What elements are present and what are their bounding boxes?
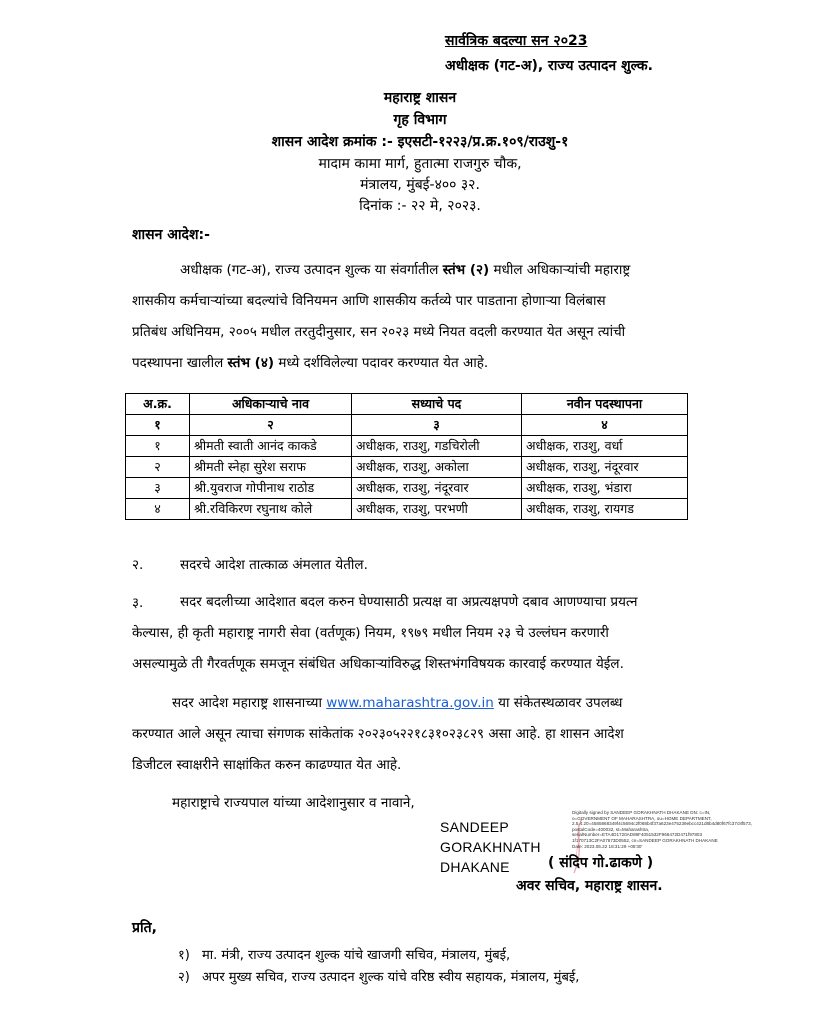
intro-text: मधील अधिकाऱ्यांची महाराष्ट्र bbox=[489, 262, 631, 278]
signatory-name-line-1: SANDEEP bbox=[440, 819, 510, 835]
intro-line-1 bbox=[132, 255, 717, 286]
cell-current-post: अधीक्षक, राउशु, नंदूरवार bbox=[352, 478, 522, 499]
point-3-line-3: असल्यामुळे ती गैरवर्तणूक समजून संबंधित अधिकाऱ्यांविरुद्ध शिस्तभंगविषयक कारवाई करण्यात येईल. bbox=[132, 656, 624, 672]
order-number: शासन आदेश क्रमांक :- इएसटी-१२२३/प्र.क्र.१०९/राउशु-१ bbox=[271, 134, 569, 150]
cell-officer-name: श्री.रविकिरण रघुनाथ कोले bbox=[190, 499, 352, 520]
recipients-heading: प्रति, bbox=[132, 920, 157, 936]
header-new-posting: नवीन पदस्थापना bbox=[522, 394, 688, 415]
intro-text: अधीक्षक (गट-अ), राज्य उत्पादन शुल्क या संवर्गातील bbox=[180, 262, 443, 278]
point-3-line-2: केल्यास, ही कृती महाराष्ट्र नागरी सेवा (वर्तणूक) नियम, १९७९ मधील नियम २३ चे उल्लंघन करणारी bbox=[132, 625, 609, 641]
header-serial: अ.क्र. bbox=[126, 394, 190, 415]
cell-serial: २ bbox=[126, 457, 190, 478]
intro-line-4 bbox=[132, 348, 717, 379]
recipient-item: अपर मुख्य सचिव, राज्य उत्पादन शुल्क यांचे वरिष्ठ स्वीय सहायक, मंत्रालय, मुंबई, bbox=[202, 970, 580, 985]
website-link[interactable]: www.maharashtra.gov.in bbox=[326, 695, 494, 711]
cell-new-posting: अधीक्षक, राउशु, वर्धा bbox=[522, 436, 688, 457]
cell-serial: ४ bbox=[126, 499, 190, 520]
column-number: २ bbox=[190, 415, 352, 436]
column-4-ref: स्तंभ (४) bbox=[227, 355, 275, 371]
intro-text: मध्ये दर्शविलेल्या पदावर करण्यात येत आहे. bbox=[274, 355, 489, 371]
website-text: सदर आदेश महाराष्ट्र शासनाच्या bbox=[172, 695, 327, 711]
table-column-number-row bbox=[126, 415, 688, 436]
website-line-1 bbox=[132, 688, 722, 719]
column-2-ref: स्तंभ (२) bbox=[442, 262, 490, 278]
government-name: महाराष्ट्र शासन bbox=[383, 90, 457, 106]
cell-current-post: अधीक्षक, राउशु, गडचिरोली bbox=[352, 436, 522, 457]
subject-line-2: अधीक्षक (गट-अ), राज्य उत्पादन शुल्क. bbox=[445, 58, 653, 74]
cell-officer-name: श्री.युवराज गोपीनाथ राठोड bbox=[190, 478, 352, 499]
digital-signature-stamp: Digitally signed by SANDEEP GORAKHNATH DHAKANE DN: c=IN, o=GOVERNMENT OF MAHARASHTRA, ou=HOME DEPARTMENT, 2.5.4.20=4585868349f4c5694c2f068b4f37a623e475239ebcc421d8b4d80f67fc37c8f573, postalCode=400032, st=Maharashtra, serialNumber=ETA4D1720AD86F4051532F966472D471f97803 1f170713C2FA07673D0552, cn=SANDEEP GORAKHNATH DHAKANE Date: 2023.05.22 18:31:29 +05'30' bbox=[572, 810, 752, 849]
website-paragraph bbox=[132, 688, 722, 781]
governor-line: महाराष्ट्राचे राज्यपाल यांच्या आदेशानुसार व नावाने, bbox=[172, 795, 415, 811]
table-row bbox=[126, 457, 688, 478]
cell-new-posting: अधीक्षक, राउशु, रायगड bbox=[522, 499, 688, 520]
cell-officer-name: श्रीमती स्नेहा सुरेश सराफ bbox=[190, 457, 352, 478]
point-2-number: २. bbox=[132, 557, 144, 573]
department-name: गृह विभाग bbox=[393, 112, 447, 128]
address-line-2: मंत्रालय, मुंबई-४०० ३२. bbox=[360, 177, 480, 193]
intro-line-2: शासकीय कर्मचाऱ्यांच्या बदल्यांचे विनियमन आणि शासकीय कर्तव्ये पार पाडताना होणाऱ्या विलंबास bbox=[132, 293, 606, 309]
table-row bbox=[126, 478, 688, 499]
signatory-marathi-name: ( संदिप गो.ढाकणे ) bbox=[548, 855, 654, 871]
point-2-text: सदरचे आदेश तात्काळ अंमलात येतील. bbox=[180, 557, 368, 573]
cell-new-posting: अधीक्षक, राउशु, नंदूरवार bbox=[522, 457, 688, 478]
header-current-post: सध्याचे पद bbox=[352, 394, 522, 415]
recipient-number: २) bbox=[178, 970, 190, 985]
intro-text: पदस्थापना खालील bbox=[132, 355, 228, 371]
signatory-designation: अवर सचिव, महाराष्ट्र शासन. bbox=[516, 878, 663, 894]
column-number: १ bbox=[126, 415, 190, 436]
cell-serial: ३ bbox=[126, 478, 190, 499]
point-3-paragraph bbox=[132, 587, 717, 680]
signatory-name-line-2: GORAKHNATH bbox=[440, 839, 541, 855]
transfer-table bbox=[125, 393, 688, 520]
point-3-number: ३. bbox=[132, 595, 144, 611]
cell-officer-name: श्रीमती स्वाती आनंद काकडे bbox=[190, 436, 352, 457]
cell-serial: १ bbox=[126, 436, 190, 457]
cell-current-post: अधीक्षक, राउशु, परभणी bbox=[352, 499, 522, 520]
table-row bbox=[126, 436, 688, 457]
column-number: ३ bbox=[352, 415, 522, 436]
column-number: ४ bbox=[522, 415, 688, 436]
header-officer-name: अधिकाऱ्याचे नाव bbox=[190, 394, 352, 415]
intro-paragraph bbox=[132, 255, 717, 379]
address-line-1: मादाम कामा मार्ग, हुतात्मा राजगुरु चौक, bbox=[318, 156, 522, 172]
signatory-name-line-3: DHAKANE bbox=[440, 859, 510, 875]
recipient-number: १) bbox=[178, 948, 190, 963]
table-header-row bbox=[126, 394, 688, 415]
website-line-2: करण्यात आले असून त्याचा संगणक सांकेतांक २०२३०५२२१८३१०२३८२९ असा आहे. हा शासन आदेश bbox=[132, 726, 624, 742]
cell-new-posting: अधीक्षक, राउशु, भंडारा bbox=[522, 478, 688, 499]
order-date: दिनांक :- २२ मे, २०२३. bbox=[359, 198, 481, 214]
table-row bbox=[126, 499, 688, 520]
intro-line-3: प्रतिबंध अधिनियम, २००५ मधील तरतुदीनुसार, सन २०२३ मध्ये नियत वदली करण्यात येत असून त्यांची bbox=[132, 324, 626, 340]
signatory-name-block bbox=[440, 817, 541, 877]
cell-current-post: अधीक्षक, राउशु, अकोला bbox=[352, 457, 522, 478]
website-text: या संकेतस्थळावर उपलब्ध bbox=[493, 695, 623, 711]
website-line-3: डिजीटल स्वाक्षरीने साक्षांकित करुन काढण्यात येत आहे. bbox=[132, 757, 402, 773]
recipient-item: मा. मंत्री, राज्य उत्पादन शुल्क यांचे खाजगी सचिव, मंत्रालय, मुंबई, bbox=[202, 948, 511, 963]
subject-line-1: सार्वत्रिक बदल्या सन २०23 bbox=[445, 33, 588, 49]
order-heading: शासन आदेश:- bbox=[132, 227, 210, 243]
point-3-line-1: सदर बदलीच्या आदेशात बदल करुन घेण्यासाठी प्रत्यक्ष वा अप्रत्यक्षपणे दबाव आणण्याचा प्रयत्न bbox=[180, 594, 638, 610]
